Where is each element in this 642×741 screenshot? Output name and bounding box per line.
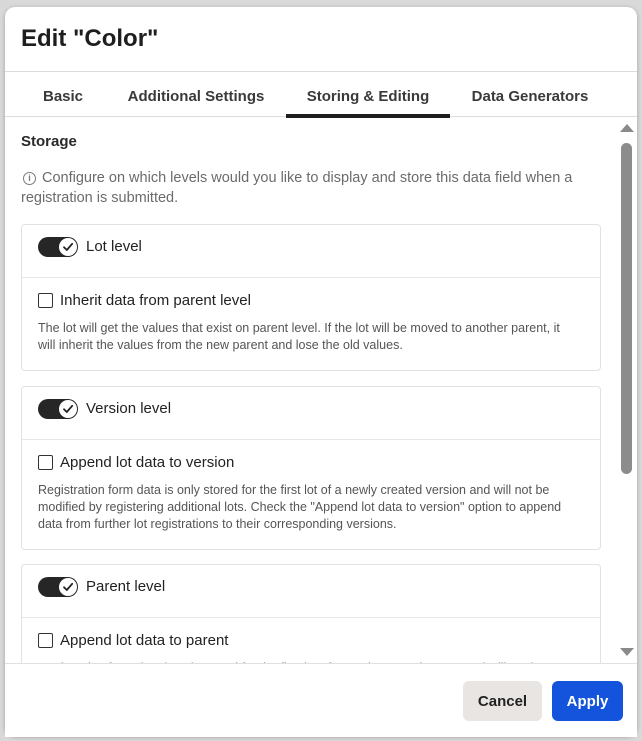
check-icon [62, 241, 74, 253]
toggle-label-parent-level: Parent level [86, 578, 166, 595]
description-text: Registration form data is only stored for the first lot of a newly created version and will not be modified by registering additional lots. Check the "Append lot data to version" option to append data from further lot registrations to their corresponding versions. [38, 483, 562, 531]
toggle-label-lot-level: Lot level [86, 238, 142, 255]
lot-level-card [21, 224, 601, 371]
inherit-parent-checkbox[interactable] [38, 293, 53, 308]
edit-dialog [5, 7, 637, 736]
toggle-knob [59, 238, 77, 256]
info-icon: i [23, 172, 36, 185]
card-header [22, 387, 600, 440]
dialog-title: Edit "Color" [21, 25, 159, 52]
append-to-version-checkbox-row[interactable] [38, 452, 584, 472]
check-icon [62, 403, 74, 415]
tab-bar [5, 72, 637, 117]
lot-level-toggle[interactable] [38, 237, 78, 257]
apply-button[interactable]: Apply [552, 681, 623, 721]
checkbox-label: Append lot data to parent [60, 631, 229, 649]
append-to-version-checkbox[interactable] [38, 455, 53, 470]
parent-level-toggle[interactable] [38, 577, 78, 597]
card-header [22, 565, 600, 618]
inherit-parent-checkbox-row[interactable] [38, 290, 584, 310]
card-body [22, 440, 600, 549]
toggle-knob [59, 578, 77, 596]
tab-additional-settings[interactable]: Additional Settings [127, 88, 265, 105]
content-scrollbar[interactable] [619, 117, 635, 662]
append-to-parent-checkbox-row[interactable] [38, 630, 584, 650]
toggle-knob [59, 400, 77, 418]
scrollbar-thumb[interactable] [621, 143, 632, 474]
tab-content [5, 117, 637, 662]
checkbox-label: Inherit data from parent level [60, 291, 251, 309]
card-body [22, 278, 600, 370]
section-title-storage: Storage [21, 133, 77, 150]
info-message: Configure on which levels would you like to display and store this data field when a registration is submitted. [21, 170, 573, 206]
toggle-label-version-level: Version level [86, 400, 172, 417]
version-level-toggle[interactable] [38, 399, 78, 419]
check-icon [62, 581, 74, 593]
version-level-card [21, 386, 601, 550]
tab-basic[interactable]: Basic [42, 88, 84, 105]
scroll-down-arrow-icon[interactable] [620, 648, 634, 656]
cancel-button[interactable]: Cancel [463, 681, 542, 721]
scroll-up-arrow-icon[interactable] [620, 124, 634, 132]
card-header [22, 225, 600, 278]
description-text: The lot will get the values that exist on parent level. If the lot will be moved to another parent, it will inherit the values from the new parent and lose the old values. [38, 321, 560, 352]
tab-storing-editing[interactable]: Storing & Editing [286, 72, 450, 116]
tab-data-generators[interactable]: Data Generators [471, 88, 589, 105]
checkbox-label: Append lot data to version [60, 453, 235, 471]
dialog-footer [5, 663, 637, 737]
info-text [21, 168, 581, 208]
append-to-parent-checkbox[interactable] [38, 633, 53, 648]
